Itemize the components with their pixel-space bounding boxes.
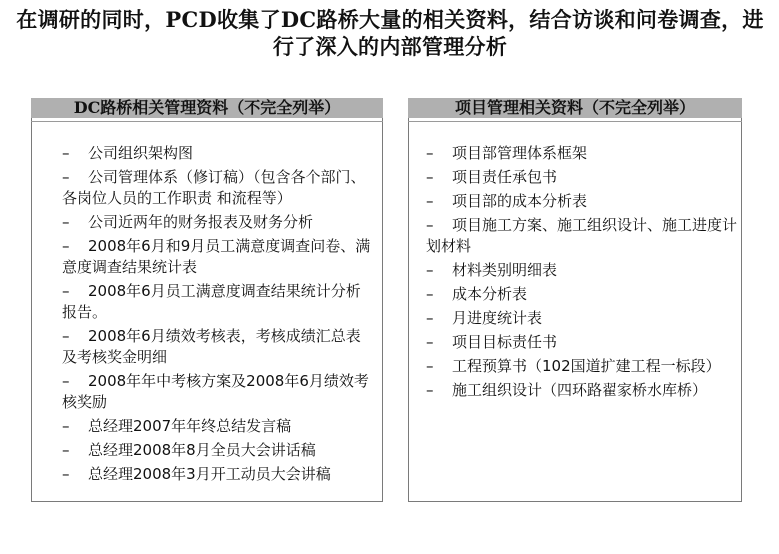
dash-bullet: – xyxy=(426,381,434,399)
list-item-text: 2008年6月员工满意度调查结果统计分析报告。 xyxy=(62,282,361,321)
list-item xyxy=(62,212,372,233)
header-divider xyxy=(408,121,742,122)
dash-bullet: – xyxy=(62,465,70,483)
dash-bullet: – xyxy=(62,372,70,390)
dash-bullet: – xyxy=(426,333,434,351)
dash-bullet: – xyxy=(62,441,70,459)
list-item xyxy=(62,440,372,461)
list-item-text: 成本分析表 xyxy=(452,285,528,303)
list-item-text: 项目目标责任书 xyxy=(452,333,558,351)
dash-bullet: – xyxy=(62,282,70,300)
list-item xyxy=(426,332,738,353)
page-title: 在调研的同时，PCD收集了DC路桥大量的相关资料，结合访谈和问卷调查，进行了深入的内部管理分析 xyxy=(16,7,764,59)
list-item-text: 2008年6月和9月员工满意度调查问卷、满意度调查结果统计表 xyxy=(62,237,371,276)
list-item xyxy=(62,371,372,413)
list-item-text: 公司组织架构图 xyxy=(88,144,194,162)
list-item xyxy=(62,464,372,485)
list-item-text: 施工组织设计（四环路翟家桥水库桥） xyxy=(452,381,708,399)
list-item-text: 总经理2008年3月开工动员大会讲稿 xyxy=(88,465,331,483)
list-item xyxy=(62,143,372,164)
list-item-text: 项目部管理体系框架 xyxy=(452,144,588,162)
dash-bullet: – xyxy=(426,216,434,234)
dc-materials-header-label: DC路桥相关管理资料（不完全列举） xyxy=(73,98,341,117)
list-item-text: 总经理2007年年终总结发言稿 xyxy=(88,417,292,435)
header-divider xyxy=(31,121,383,122)
project-materials-header-label: 项目管理相关资料（不完全列举） xyxy=(454,98,695,117)
list-item xyxy=(62,236,372,278)
dash-bullet: – xyxy=(426,168,434,186)
list-item-text: 项目责任承包书 xyxy=(452,168,558,186)
list-item xyxy=(426,167,738,188)
list-item-text: 公司近两年的财务报表及财务分析 xyxy=(88,213,314,231)
list-item-text: 月进度统计表 xyxy=(452,309,543,327)
dash-bullet: – xyxy=(62,417,70,435)
dash-bullet: – xyxy=(426,285,434,303)
dash-bullet: – xyxy=(62,327,70,345)
dash-bullet: – xyxy=(426,357,434,375)
dc-materials-list xyxy=(62,143,372,488)
list-item xyxy=(426,308,738,329)
list-item xyxy=(62,416,372,437)
project-materials-header xyxy=(408,98,742,118)
dash-bullet: – xyxy=(426,192,434,210)
list-item-text: 总经理2008年8月全员大会讲话稿 xyxy=(88,441,316,459)
dc-materials-header xyxy=(31,98,383,118)
dash-bullet: – xyxy=(426,144,434,162)
list-item xyxy=(62,281,372,323)
list-item-text: 2008年年中考核方案及2008年6月绩效考核奖励 xyxy=(62,372,369,411)
dash-bullet: – xyxy=(62,213,70,231)
list-item-text: 项目部的成本分析表 xyxy=(452,192,588,210)
dash-bullet: – xyxy=(62,237,70,255)
dc-materials-panel xyxy=(31,98,383,502)
list-item-text: 项目施工方案、施工组织设计、施工进度计划材料 xyxy=(426,216,738,255)
list-item xyxy=(426,260,738,281)
list-item-text: 工程预算书（102国道扩建工程一标段） xyxy=(452,357,721,375)
dash-bullet: – xyxy=(426,261,434,279)
list-item xyxy=(426,380,738,401)
list-item xyxy=(426,356,738,377)
list-item-text: 材料类别明细表 xyxy=(452,261,558,279)
dash-bullet: – xyxy=(62,168,70,186)
list-item-text: 公司管理体系（修订稿）（包含各个部门、各岗位人员的工作职责 和流程等） xyxy=(62,168,366,207)
list-item xyxy=(426,143,738,164)
project-materials-list xyxy=(426,143,738,404)
list-item xyxy=(62,326,372,368)
project-materials-panel xyxy=(408,98,742,502)
list-item xyxy=(426,284,738,305)
list-item xyxy=(426,191,738,212)
list-item xyxy=(62,167,372,209)
list-item xyxy=(426,215,738,257)
dash-bullet: – xyxy=(62,144,70,162)
dash-bullet: – xyxy=(426,309,434,327)
list-item-text: 2008年6月绩效考核表，考核成绩汇总表及考核奖金明细 xyxy=(62,327,361,366)
